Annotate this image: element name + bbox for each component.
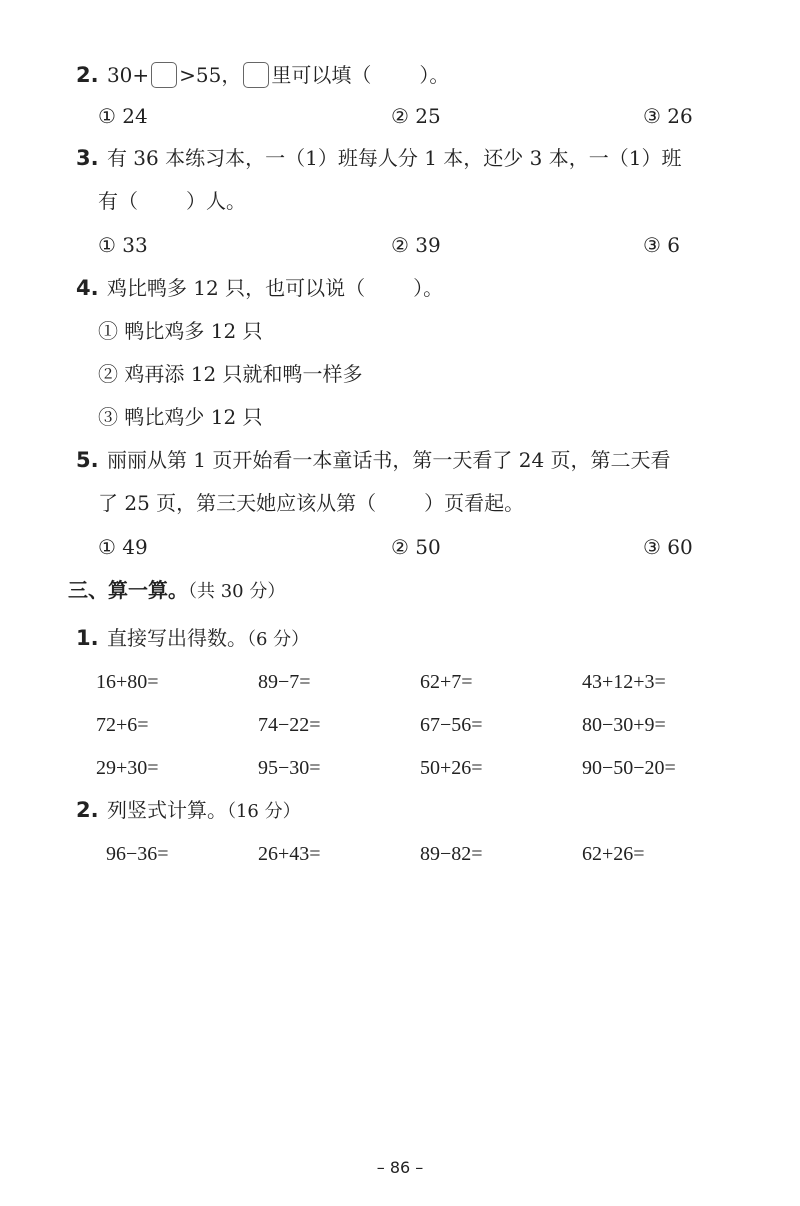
section-heading (68, 577, 285, 605)
calc-item[interactable]: 95−30= (258, 757, 321, 779)
option-3[interactable]: ③ 26 (643, 104, 693, 128)
answer-blank[interactable] (376, 490, 424, 516)
question-text: 鸡比鸭多 12 只，也可以说（ (106, 276, 366, 300)
question-2 (76, 62, 449, 88)
answer-blank[interactable] (138, 188, 186, 214)
question-5 (76, 447, 671, 473)
expression-left: 30+ (106, 63, 150, 87)
question-3 (76, 145, 681, 171)
subsection-2-heading (76, 797, 301, 825)
vertical-calc-item[interactable]: 62+26= (582, 843, 645, 865)
question-number: 2. (76, 63, 99, 87)
calc-item[interactable]: 80−30+9= (582, 714, 666, 736)
question-end: ）人。 (186, 189, 246, 213)
question-text: 有 36 本练习本，一（1）班每人分 1 本，还少 3 本，一（1）班 (106, 146, 682, 170)
question-end: ）。 (419, 63, 450, 87)
calc-item[interactable]: 72+6= (96, 714, 149, 736)
question-5-line-2 (98, 490, 524, 516)
question-number: 4. (76, 276, 99, 300)
vertical-calc-item[interactable]: 96−36= (106, 843, 169, 865)
question-text: 了 25 页，第三天她应该从第（ (98, 491, 377, 515)
option-2[interactable]: ② 25 (391, 104, 441, 128)
option-2[interactable]: ② 50 (391, 535, 441, 559)
section-title: 三、算一算。 (68, 578, 188, 602)
calc-item[interactable]: 50+26= (420, 757, 483, 779)
calc-item[interactable]: 43+12+3= (582, 671, 666, 693)
expression-right: >55， (179, 63, 242, 87)
answer-box[interactable] (151, 62, 177, 88)
option-3[interactable]: ③ 60 (643, 535, 693, 559)
calc-item[interactable]: 16+80= (96, 671, 159, 693)
question-number: 2. (76, 798, 99, 822)
option-1[interactable]: ① 33 (98, 233, 148, 257)
option-2[interactable]: ② 鸡再添 12 只就和鸭一样多 (98, 362, 363, 386)
option-2[interactable]: ② 39 (391, 233, 441, 257)
vertical-calc-item[interactable]: 89−82= (420, 843, 483, 865)
question-number: 1. (76, 626, 99, 650)
subsection-title: 列竖式计算。 (106, 798, 227, 822)
question-number: 3. (76, 146, 99, 170)
question-text: 丽丽从第 1 页开始看一本童话书，第一天看了 24 页，第二天看 (106, 448, 671, 472)
option-3[interactable]: ③ 6 (643, 233, 681, 257)
section-score: （共 30 分） (188, 581, 286, 602)
question-text: 有（ (98, 189, 138, 213)
option-1[interactable]: ① 24 (98, 104, 148, 128)
question-4 (76, 275, 443, 301)
answer-blank[interactable] (365, 275, 413, 301)
question-text: 里可以填（ (271, 63, 372, 87)
calc-item[interactable]: 89−7= (258, 671, 311, 693)
subsection-title: 直接写出得数。 (106, 626, 247, 650)
option-1[interactable]: ① 49 (98, 535, 148, 559)
calc-item[interactable]: 74−22= (258, 714, 321, 736)
answer-blank[interactable] (371, 62, 419, 88)
vertical-calc-item[interactable]: 26+43= (258, 843, 321, 865)
question-end: ）。 (413, 276, 444, 300)
question-3-line-2 (98, 188, 246, 214)
option-3[interactable]: ③ 鸭比鸡少 12 只 (98, 405, 263, 429)
option-1[interactable]: ① 鸭比鸡多 12 只 (98, 319, 263, 343)
page-number: – 86 – (376, 1158, 424, 1177)
calc-item[interactable]: 62+7= (420, 671, 473, 693)
question-end: ）页看起。 (424, 491, 525, 515)
question-number: 5. (76, 448, 99, 472)
subsection-1-heading (76, 625, 309, 653)
subsection-score: （16 分） (226, 801, 301, 822)
subsection-score: （6 分） (246, 629, 310, 650)
calc-item[interactable]: 67−56= (420, 714, 483, 736)
calc-item[interactable]: 90−50−20= (582, 757, 676, 779)
calc-item[interactable]: 29+30= (96, 757, 159, 779)
answer-box-reference (243, 62, 269, 88)
